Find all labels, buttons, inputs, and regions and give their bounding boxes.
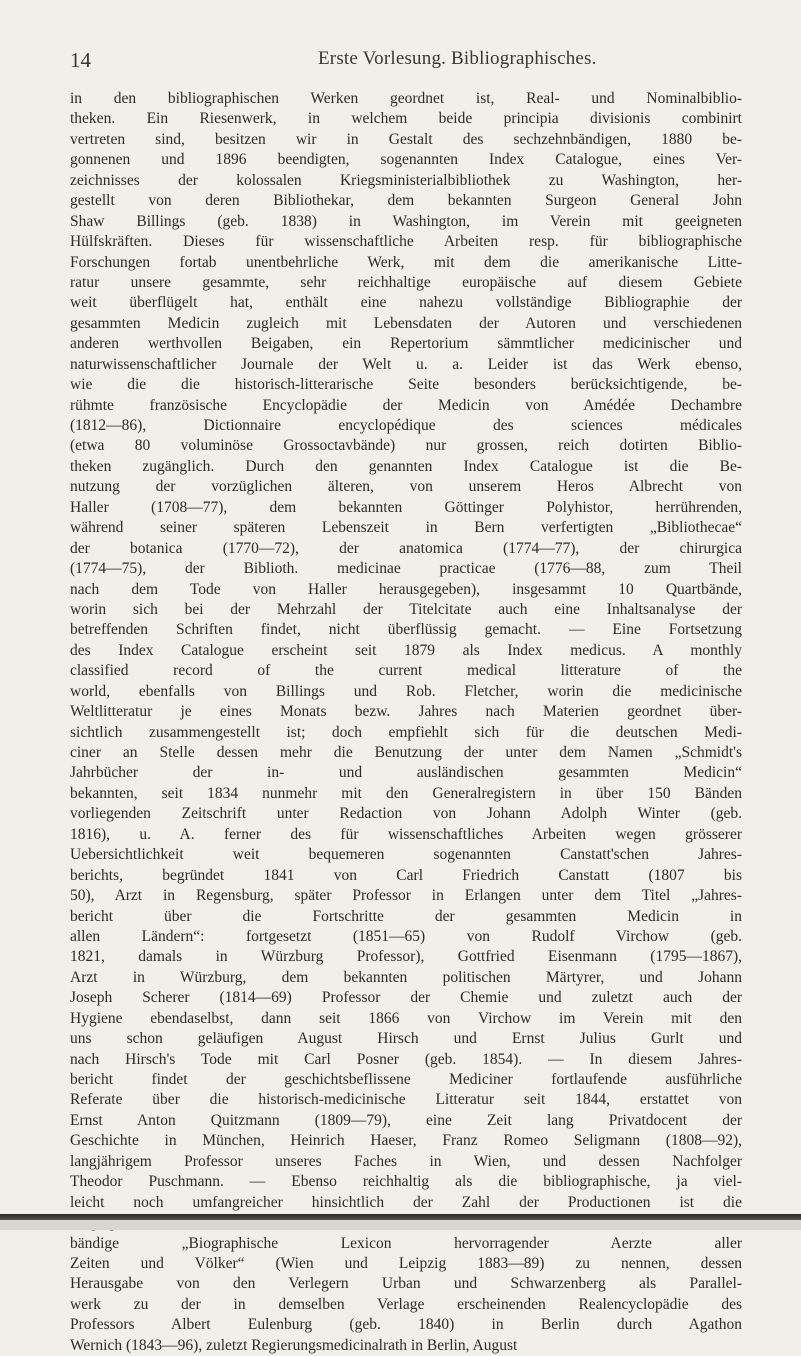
text-line: werk zu der in demselben Verlage erscheinenden Realencyclopädie des — [70, 1295, 742, 1313]
text-line: Shaw Billings (geb. 1838) in Washington, im Verein mit geeigneten — [70, 212, 742, 230]
text-line: theken zugänglich. Durch den genannten Index Catalogue ist die Be- — [70, 457, 742, 475]
text-line: ratur unsere gesammte, sehr reichhaltige europäische auf diesem Gebiete — [70, 273, 742, 291]
text-line: 1816), u. A. ferner des für wissenschaftliches Arbeiten wegen grösserer — [70, 825, 742, 843]
text-line: world, ebenfalls von Billings und Rob. Fletcher, worin die medicinische — [70, 682, 742, 700]
text-line: bericht findet der geschichtsbeflissene Mediciner fortlaufende ausführliche — [70, 1071, 742, 1088]
text-line: wie die die historisch-litterarische Seite besonders berücksichtigende, be- — [70, 376, 742, 394]
text-line: bericht über die Fortschritte der gesammten Medicin in — [70, 907, 742, 925]
text-line: zeichnisses der kolossalen Kriegsministerialbibliothek zu Washington, her- — [70, 171, 742, 189]
text-line: Uebersichtlichkeit weit bequemeren sogenannten Canstatt'schen Jahres- — [70, 846, 742, 864]
text-line: vorliegenden Zeitschrift unter Redaction von Johann Adolph Winter (geb. — [70, 805, 742, 823]
text-line: betreffenden Schriften findet, nicht überflüssig gemacht. — Eine Fortsetzung — [70, 621, 742, 639]
text-line: in den bibliographischen Werken geordnet ist, Real- und Nominalbiblio- — [70, 90, 742, 107]
text-line: 1821, damals in Würzburg Professor), Gottfried Eisenmann (1795—1867), — [70, 948, 742, 966]
text-line: rühmte französische Encyclopädie der Medicin von Amédée Dechambre — [70, 396, 742, 414]
text-line: Theodor Puschmann. — Ebenso reichhaltig als die bibliographische, ja viel- — [70, 1173, 742, 1191]
text-line: nach dem Tode von Haller herausgegeben), insgesammt 10 Quartbände, — [70, 580, 742, 598]
text-line: (etwa 80 voluminöse Grossoctavbände) nur grossen, reich dotirten Biblio- — [70, 437, 742, 455]
text-line: Jahrbücher der in- und ausländischen gesammten Medicin“ — [70, 764, 742, 782]
text-line: gestellt von deren Bibliothekar, dem bekannten Surgeon General John — [70, 192, 742, 210]
text-line: sichtlich zusammengestellt ist; doch empfiehlt sich für die deutschen Medi- — [70, 723, 742, 741]
text-line: nutzung der vorzüglichen älteren, von unserem Heros Albrecht von — [70, 478, 742, 496]
text-line: Hülfskräften. Dieses für wissenschaftliche Arbeiten resp. für bibliographische — [70, 233, 742, 251]
page-number: 14 — [70, 48, 91, 72]
text-line: worin sich bei der Mehrzahl der Titelcitate auch eine Inhaltsanalyse der — [70, 600, 742, 618]
text-line: der botanica (1770—72), der anatomica (1774—77), der chirurgica — [70, 539, 742, 557]
page-header — [70, 48, 730, 78]
text-line: Weltlitteratur je eines Monats bezw. Jahres nach Materien geordnet über- — [70, 703, 742, 721]
text-line: Forschungen fortab unentbehrliche Werk, mit dem die amerikanische Litte- — [70, 253, 742, 271]
text-line: (1812—86), Dictionnaire encyclopédique des sciences médicales — [70, 417, 742, 434]
text-line: Zeiten und Völker“ (Wien und Leipzig 1883—89) zu nennen, dessen — [70, 1254, 742, 1272]
text-line: des Index Catalogue erscheint seit 1879 als Index medicus. A monthly — [70, 641, 742, 659]
text-line: uns schon geläufigen August Hirsch und Ernst Julius Gurlt und — [70, 1030, 742, 1048]
text-line: Hygiene ebendaselbst, dann seit 1866 von Virchow im Verein mit den — [70, 1009, 742, 1027]
text-line: leicht noch umfangreicher hinsichtlich der Zahl der Productionen ist die — [70, 1193, 742, 1211]
text-line: theken. Ein Riesenwerk, in welchem beide principia divisionis combinirt — [70, 110, 742, 128]
text-line: Geschichte in München, Heinrich Haeser, Franz Romeo Seligmann (1808—92), — [70, 1132, 742, 1150]
text-line: während seiner späteren Lebenszeit in Bern verfertigten „Bibliothecae“ — [70, 519, 742, 537]
page-bottom-shadow — [0, 1220, 801, 1230]
text-line: langjährigem Professor unseres Faches in Wien, und dessen Nachfolger — [70, 1152, 742, 1170]
text-line: Referate über die historisch-medicinische Litteratur seit 1844, erstattet von — [70, 1091, 742, 1109]
text-line: naturwissenschaftlicher Journale der Welt u. a. Leider ist das Werk ebenso, — [70, 355, 742, 373]
text-line: bändige „Biographische Lexicon hervorragender Aerzte aller — [70, 1234, 742, 1252]
text-line: allen Ländern“: fortgesetzt (1851—65) von Rudolf Virchow (geb. — [70, 927, 742, 945]
text-line: Haller (1708—77), dem bekannten Göttinger Polyhistor, herrührenden, — [70, 498, 742, 516]
text-line: nach Hirsch's Tode mit Carl Posner (geb. 1854). — In diesem Jahres- — [70, 1050, 742, 1068]
text-line: Joseph Scherer (1814—69) Professor der Chemie und zuletzt auch der — [70, 989, 742, 1007]
text-line: anderen werthvollen Beigaben, ein Repertorium sämmtlicher medicinischer und — [70, 335, 742, 353]
running-head: Erste Vorlesung. Bibliographisches. — [318, 48, 597, 69]
text-line: Arzt in Würzburg, dem bekannten politischen Märtyrer, und Johann — [70, 968, 742, 986]
text-line: vertreten sind, besitzen wir in Gestalt des sechzehnbändigen, 1880 be- — [70, 130, 742, 148]
text-line: Ernst Anton Quitzmann (1809—79), eine Zeit lang Privatdocent der — [70, 1111, 742, 1129]
text-line: classified record of the current medical litterature of the — [70, 662, 742, 680]
text-line: gonnenen und 1896 beendigten, sogenannten Index Catalogue, eines Ver- — [70, 151, 742, 169]
text-line: weit überflügelt hat, enthält eine nahezu vollständige Bibliographie der — [70, 294, 742, 312]
text-line: gesammten Medicin zugleich mit Lebensdaten der Autoren und verschiedenen — [70, 314, 742, 332]
text-line: Herausgabe von den Verlegern Urban und Schwarzenberg als Parallel- — [70, 1275, 742, 1293]
text-line: (1774—75), der Biblioth. medicinae practicae (1776—88, zum Theil — [70, 560, 742, 578]
text-line: Professors Albert Eulenburg (geb. 1840) in Berlin durch Agathon — [70, 1316, 742, 1334]
text-line: ciner an Stelle dessen mehr die Benutzung der unter dem Namen „Schmidt's — [70, 744, 742, 761]
text-line: Wernich (1843—96), zuletzt Regierungsmedicinalrath in Berlin, August — [70, 1336, 518, 1354]
text-line: berichts, begründet 1841 von Carl Friedrich Canstatt (1807 bis — [70, 866, 742, 884]
text-line: 50), Arzt in Regensburg, später Professor in Erlangen unter dem Titel „Jahres- — [70, 887, 742, 905]
body-text — [70, 89, 742, 1356]
text-line: bekannten, seit 1834 nunmehr mit den Generalregistern in über 150 Bänden — [70, 784, 742, 802]
